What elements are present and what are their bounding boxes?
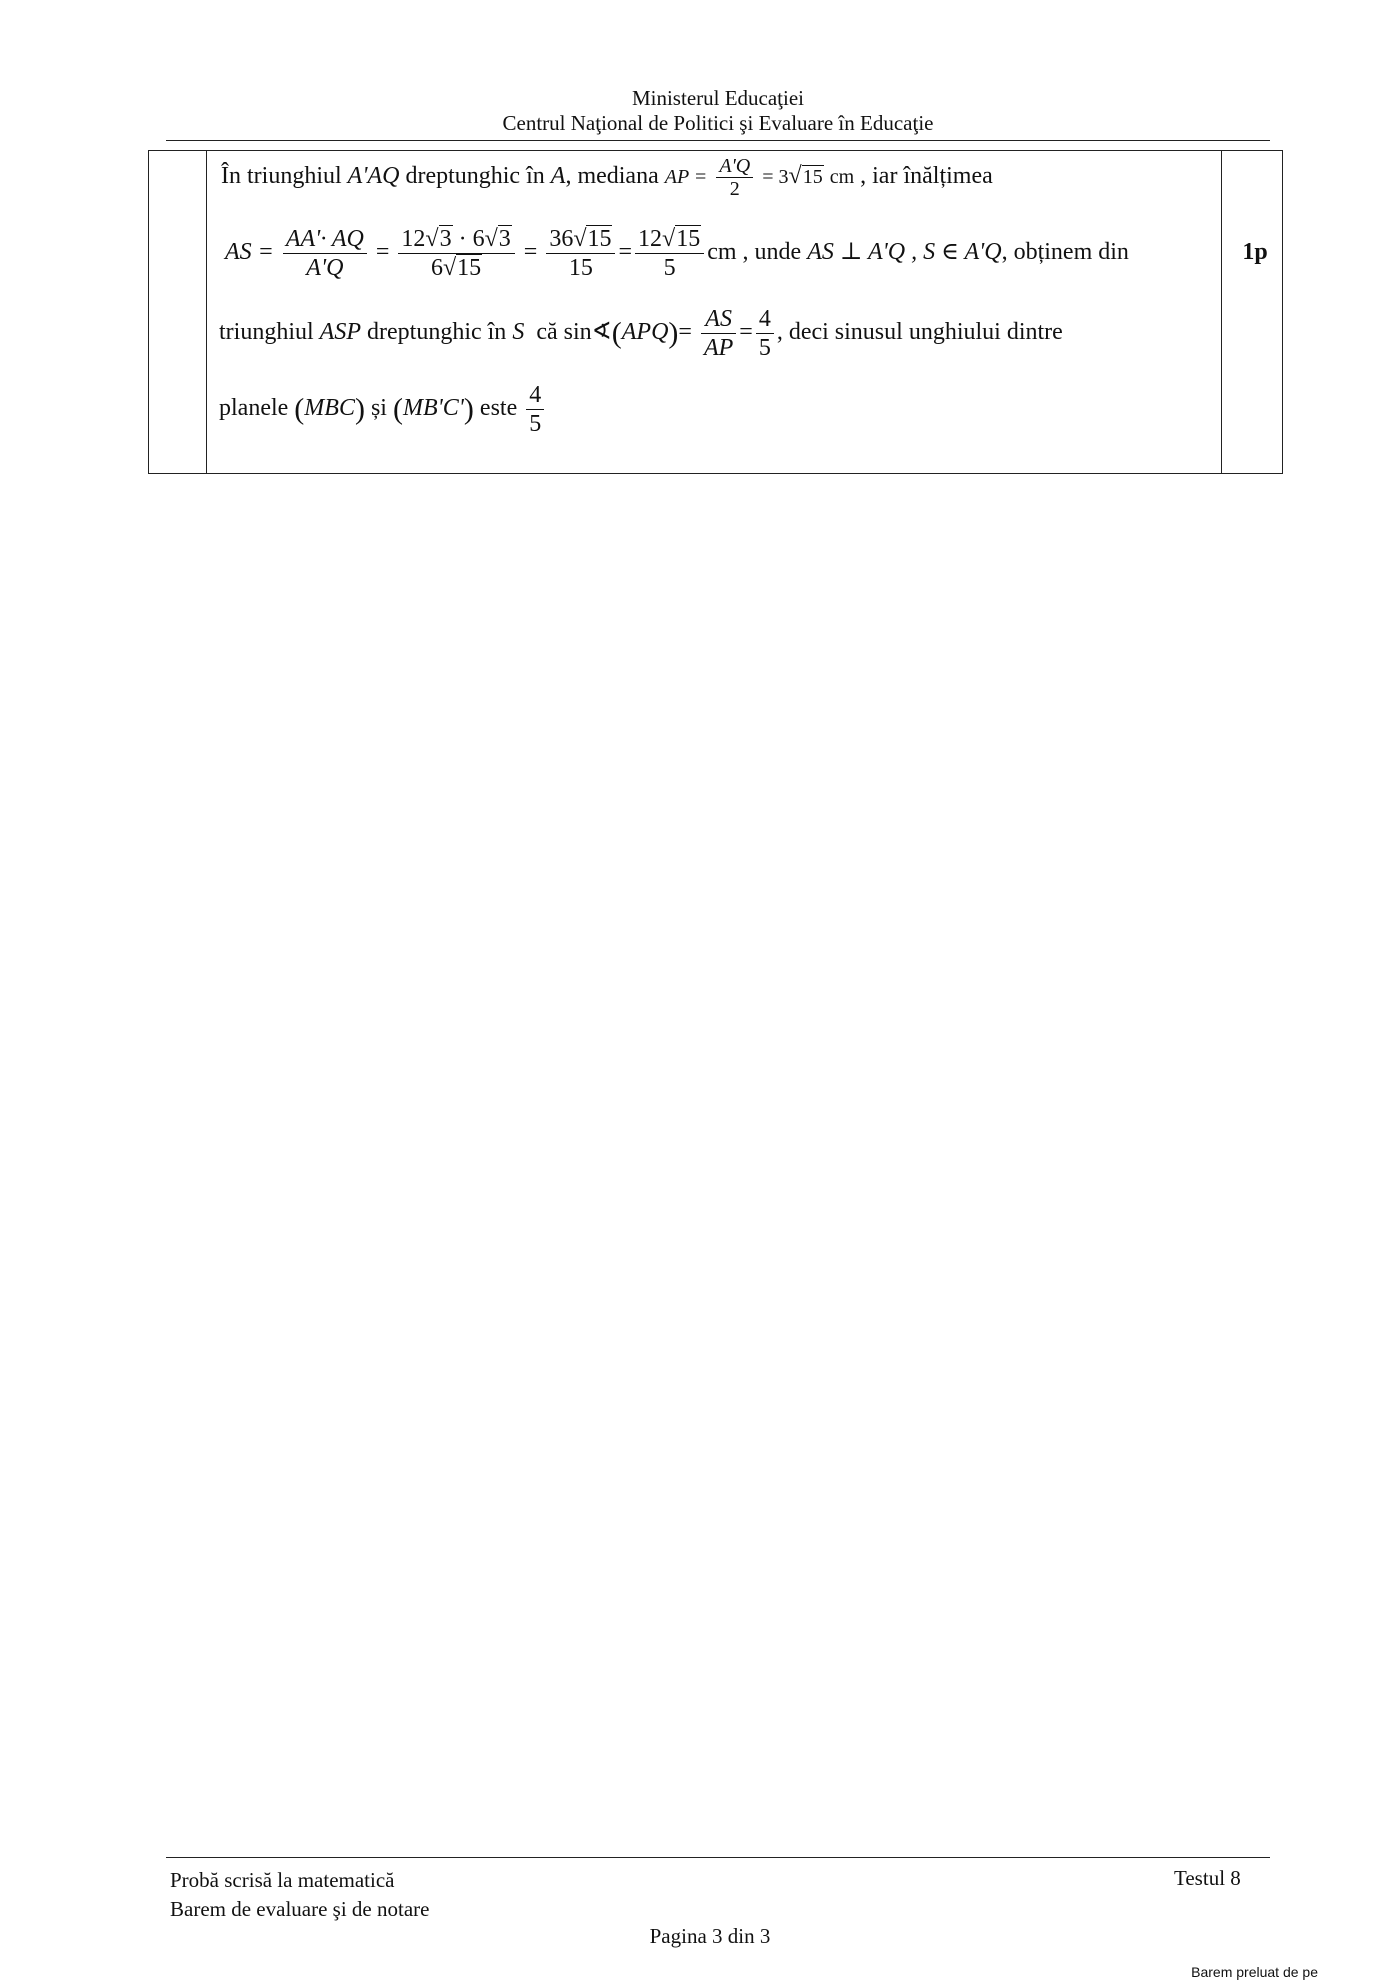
sqrt-icon: √ <box>573 226 587 252</box>
radicand: 15 <box>802 166 823 189</box>
radicand: 15 <box>676 226 701 252</box>
radicand: 3 <box>439 226 452 252</box>
sqrt-icon: √ <box>484 226 498 252</box>
text: , mediana <box>565 163 659 190</box>
math-var: A'AQ <box>347 163 400 190</box>
solution-line-4 <box>219 381 547 438</box>
page-header <box>166 86 1270 136</box>
fraction <box>283 225 367 282</box>
fraction <box>546 225 615 282</box>
header-divider <box>166 140 1270 141</box>
math-lhs: AS = <box>225 239 274 266</box>
fraction-denominator: A'Q <box>306 255 344 281</box>
fraction-numerator: 4 <box>756 305 774 334</box>
fraction <box>526 381 544 438</box>
footer-left <box>170 1866 429 1924</box>
math-lhs: AP = <box>664 166 708 189</box>
radicand: 15 <box>457 255 482 281</box>
fraction <box>716 155 753 200</box>
fraction-denominator: 5 <box>529 411 542 437</box>
math-eq: = 3 <box>762 166 789 189</box>
header-center: Centrul Naţional de Politici şi Evaluare în Educaţie <box>502 111 934 135</box>
number: 12 <box>401 226 426 252</box>
math-func: sin∢ <box>563 319 612 346</box>
math-eq: = <box>678 319 692 346</box>
text: , deci sinusul unghiului dintre <box>776 319 1063 346</box>
footer-page-number: Pagina 3 din 3 <box>649 1924 771 1948</box>
number: · 6 <box>452 226 485 252</box>
text: cm , unde <box>707 239 802 266</box>
sqrt-icon: √ <box>662 226 676 252</box>
fraction-denominator: 5 <box>663 255 676 281</box>
math-var: MB'C' <box>402 395 464 422</box>
fraction <box>701 305 736 362</box>
math-var: MBC <box>304 395 355 422</box>
math-expr: S ∈ A'Q <box>923 239 1002 266</box>
footer-divider <box>166 1857 1270 1858</box>
math-var: A <box>550 163 566 190</box>
text: este <box>479 395 518 422</box>
fraction <box>756 305 774 362</box>
math-var: ASP <box>319 319 361 346</box>
paren-open: ( <box>611 316 622 350</box>
fraction-numerator: 4 <box>526 381 544 410</box>
header-ministry: Ministerul Educaţiei <box>631 86 805 110</box>
footer-subject: Probă scrisă la matematică <box>170 1868 395 1892</box>
table-column-divider-left <box>206 151 207 473</box>
math-expr: AS ⊥ A'Q , <box>807 239 918 266</box>
text: dreptunghic în <box>405 163 545 190</box>
fraction-numerator <box>546 225 615 254</box>
math-eq: = <box>375 239 390 266</box>
math-var: S <box>512 319 525 346</box>
fraction-denominator: AP <box>703 335 734 361</box>
sqrt-icon: √ <box>788 163 802 190</box>
score-points: 1p <box>1242 239 1268 265</box>
text: planele <box>219 395 289 422</box>
text: , obținem din <box>1001 239 1129 266</box>
fraction-denominator: 5 <box>758 335 771 361</box>
solution-line-1 <box>221 155 993 200</box>
text: În triunghiul <box>221 163 342 190</box>
paren-close: ) <box>668 316 679 350</box>
fraction-numerator <box>635 225 704 254</box>
math-var: APQ <box>621 319 669 346</box>
number: 12 <box>638 226 663 252</box>
fraction-numerator <box>398 225 514 254</box>
answer-table <box>148 150 1283 474</box>
fraction-denominator: 2 <box>729 178 740 200</box>
fraction-numerator: AS <box>701 305 736 334</box>
number: 6 <box>431 255 443 281</box>
paren-close: ) <box>354 392 365 426</box>
fraction-numerator: A'Q <box>716 155 753 178</box>
sqrt-icon: √ <box>443 255 457 281</box>
number: 36 <box>549 226 574 252</box>
corner-note: Barem preluat de pe <box>1191 1964 1318 1980</box>
math-eq: = <box>739 319 753 346</box>
footer-test-number: Testul 8 <box>1174 1866 1241 1890</box>
radicand: 15 <box>587 226 612 252</box>
text: dreptunghic în <box>367 319 507 346</box>
fraction-denominator: 15 <box>568 255 593 281</box>
math-eq: = <box>523 239 538 266</box>
text: , iar înălțimea <box>860 163 993 190</box>
fraction-denominator <box>398 254 514 282</box>
text: triunghiul <box>219 319 314 346</box>
paren-close: ) <box>463 392 474 426</box>
text: că <box>536 319 558 346</box>
fraction <box>398 225 514 282</box>
math-eq: = <box>618 239 633 266</box>
radicand: 3 <box>498 226 511 252</box>
paren-open: ( <box>294 392 305 426</box>
text: și <box>370 395 387 422</box>
fraction <box>635 225 704 282</box>
solution-line-3 <box>219 305 1063 362</box>
paren-open: ( <box>392 392 403 426</box>
footer-doc-type: Barem de evaluare şi de notare <box>170 1897 430 1921</box>
solution-line-2 <box>225 225 1129 282</box>
sqrt-icon: √ <box>425 226 439 252</box>
table-column-divider-right <box>1221 151 1222 473</box>
fraction-numerator: AA'· AQ <box>283 225 367 254</box>
unit: cm <box>829 166 855 189</box>
